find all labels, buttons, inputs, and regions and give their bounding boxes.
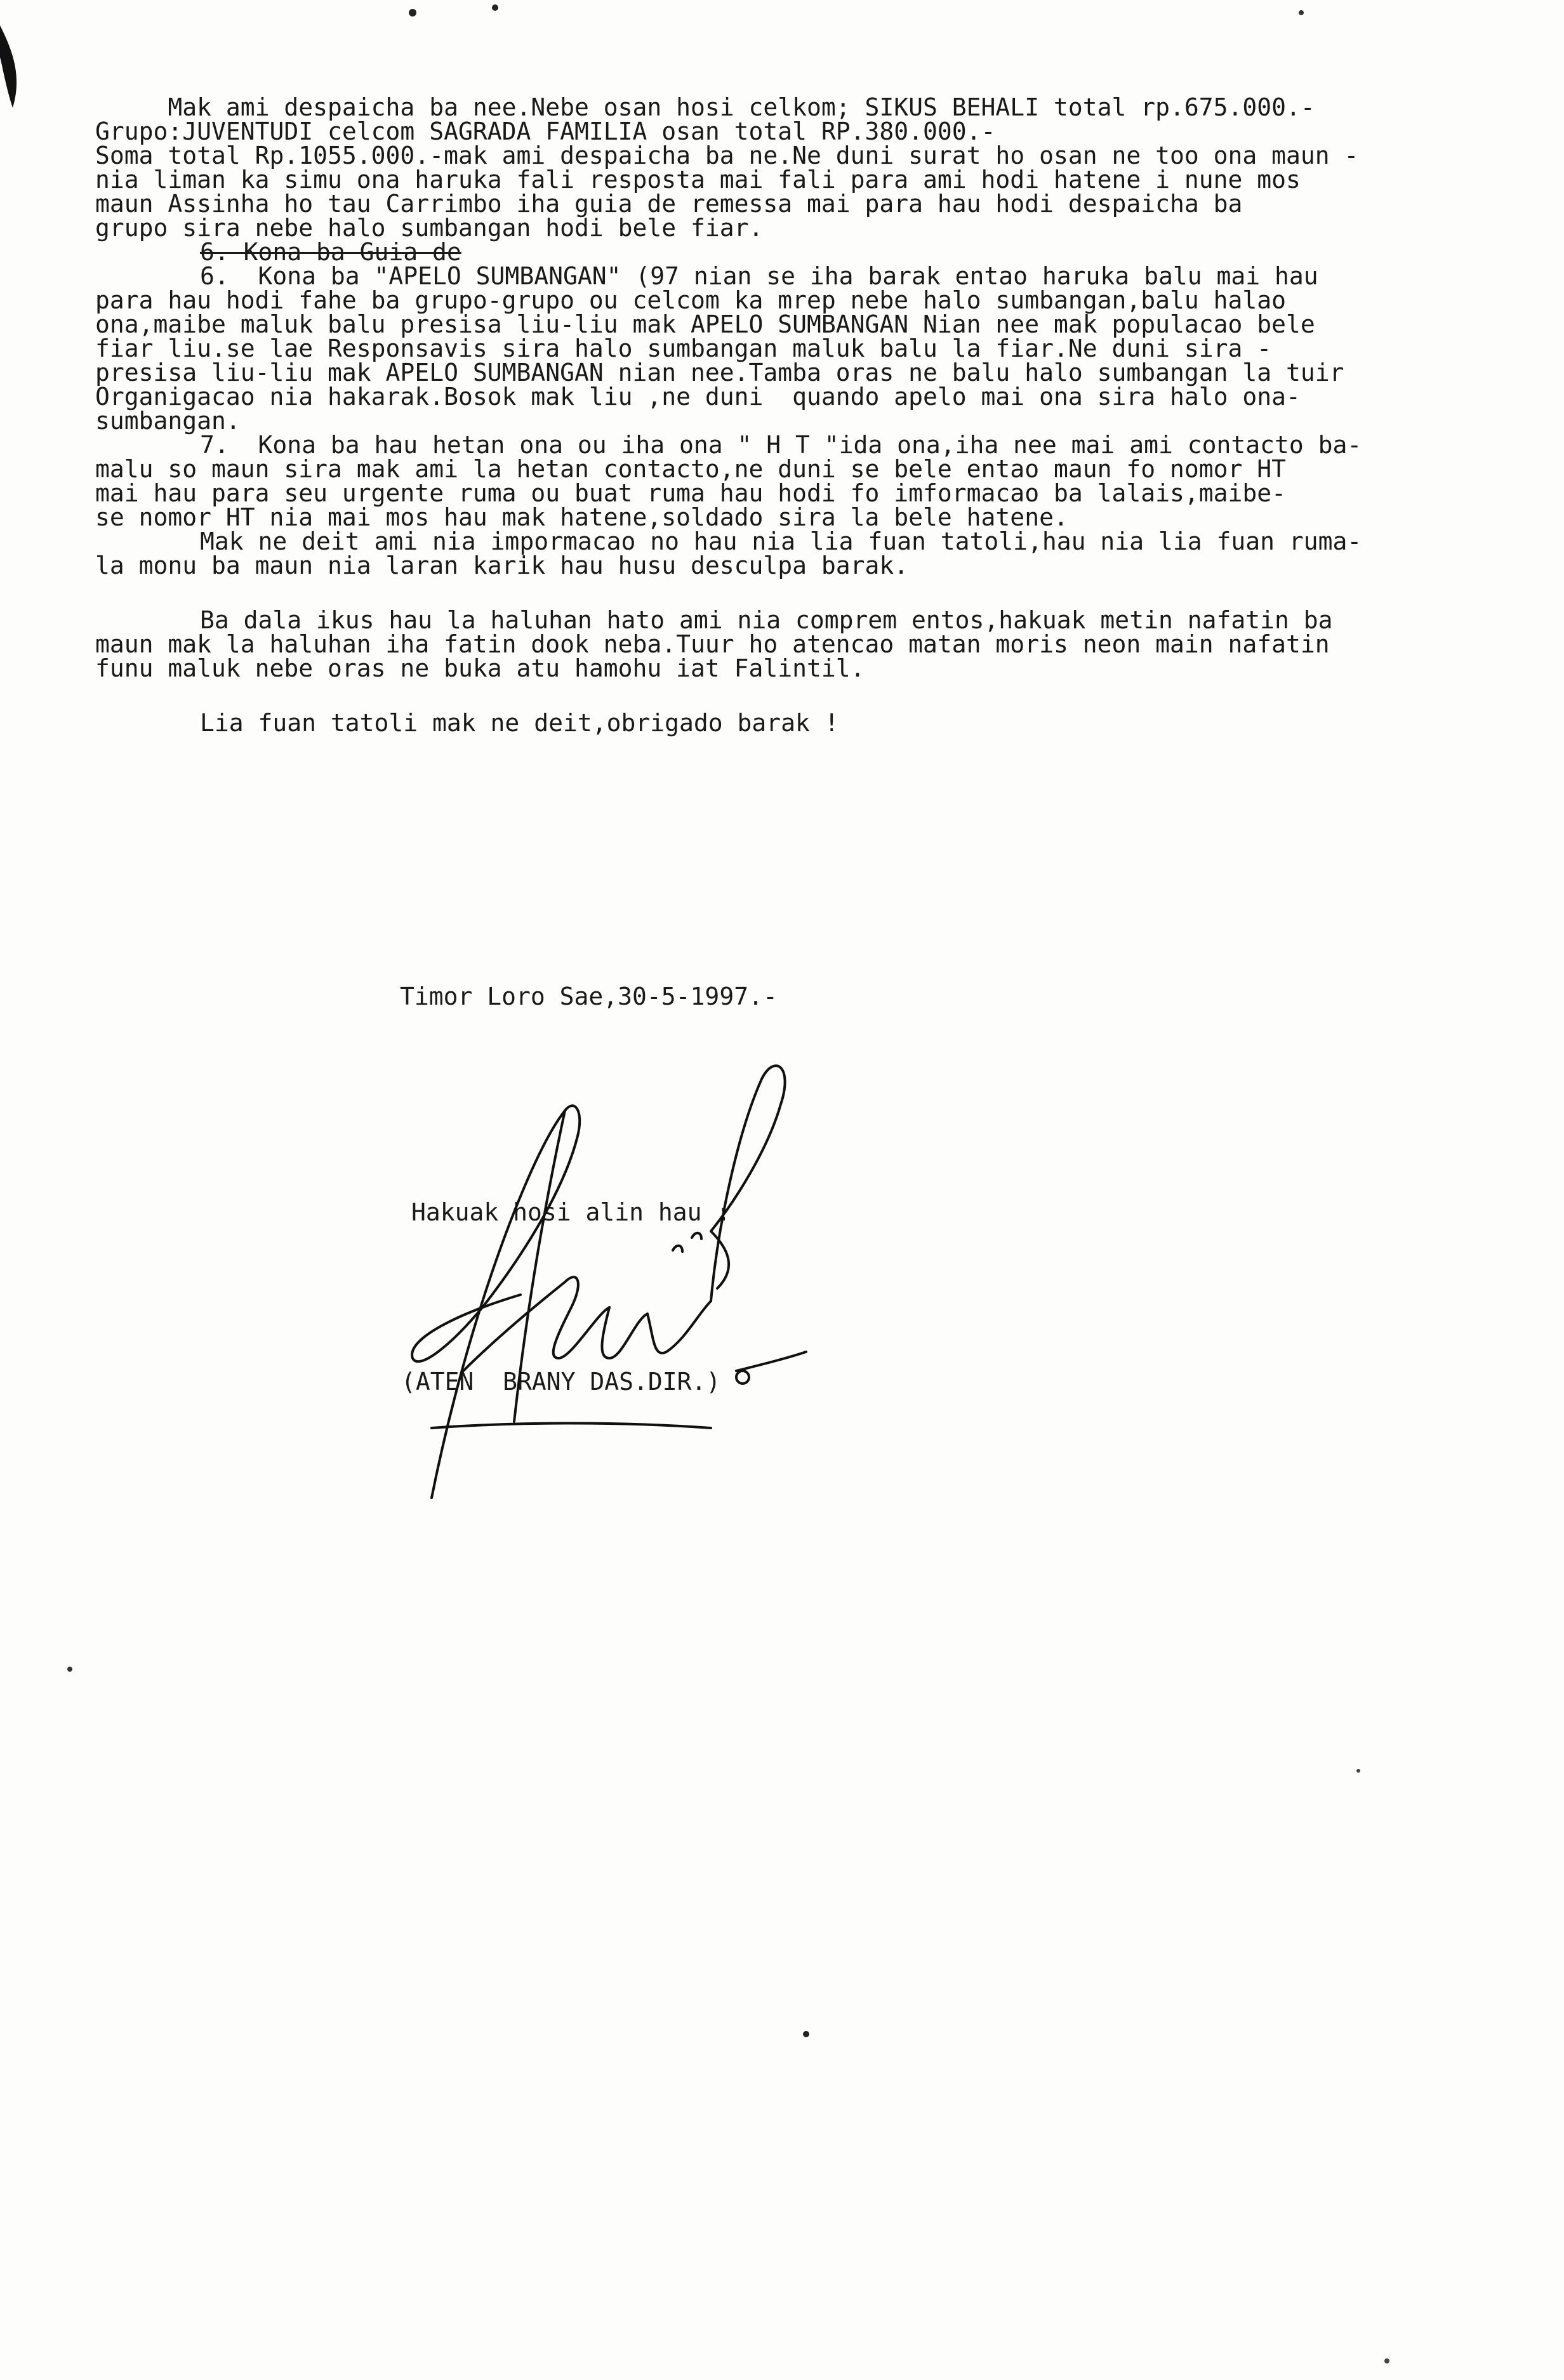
- text-line: 6. Kona ba "APELO SUMBANGAN" (97 nian se iha barak entao haruka balu mai hau: [200, 262, 1318, 290]
- closing-thanks: Lia fuan tatoli mak ne deit,obrigado barak !: [200, 709, 839, 737]
- letter-body: [95, 95, 1479, 735]
- closing-salutation: Hakuak hosi alin hau :: [411, 1198, 731, 1226]
- text-line: la monu ba maun nia laran karik hau husu desculpa barak.: [95, 552, 909, 579]
- text-line: para hau hodi fahe ba grupo-grupo ou celcom ka mrep nebe halo sumbangan,balu halao: [95, 286, 1286, 314]
- text-line: Organigacao nia hakarak.Bosok mak liu ,ne duni quando apelo mai ona sira halo ona-: [95, 383, 1301, 411]
- text-line: Mak ne deit ami nia impormacao no hau nia lia fuan tatoli,hau nia lia fuan ruma-: [200, 527, 1362, 555]
- text-line: Mak ami despaicha ba nee.Nebe osan hosi celkom; SIKUS BEHALI total rp.675.000.-: [95, 93, 1315, 121]
- place-date: Timor Loro Sae,30-5-1997.-: [400, 982, 778, 1010]
- text-line: nia liman ka simu ona haruka fali resposta mai fali para ami hodi hatene i nune mos: [95, 166, 1301, 194]
- text-line: grupo sira nebe halo sumbangan hodi bele fiar.: [95, 214, 764, 242]
- text-line: sumbangan.: [95, 407, 241, 435]
- text-line: maun Assinha ho tau Carrimbo iha guia de remessa mai para hau hodi despaicha ba: [95, 190, 1243, 218]
- text-line: funu maluk nebe oras ne buka atu hamohu iat Falintil.: [95, 654, 865, 682]
- signatory-name: (ATEN BRANY DAS.DIR.): [401, 1368, 721, 1396]
- handwritten-signature: [355, 1041, 812, 1523]
- text-line: ona,maibe maluk balu presisa liu-liu mak APELO SUMBANGAN Nian nee mak populacao bele: [95, 310, 1315, 338]
- text-line: 7. Kona ba hau hetan ona ou iha ona " H T "ida ona,iha nee mai ami contacto ba-: [200, 431, 1362, 459]
- text-line: presisa liu-liu mak APELO SUMBANGAN nian nee.Tamba oras ne balu halo sumbangan la tuir: [95, 359, 1344, 387]
- text-line: maun mak la haluhan iha fatin dook neba.Tuur ho atencao matan moris neon main nafatin: [95, 630, 1330, 658]
- text-line: Soma total Rp.1055.000.-mak ami despaicha ba ne.Ne duni surat ho osan ne too ona maun -: [95, 142, 1359, 169]
- text-line: mai hau para seu urgente ruma ou buat ruma hau hodi fo imformacao ba lalais,maibe-: [95, 479, 1286, 507]
- text-line: fiar liu.se lae Responsavis sira halo sumbangan maluk balu la fiar.Ne duni sira -: [95, 334, 1272, 362]
- text-line: se nomor HT nia mai mos hau mak hatene,soldado sira la bele hatene.: [95, 503, 1068, 531]
- text-line: malu so maun sira mak ami la hetan contacto,ne duni se bele entao maun fo nomor HT: [95, 455, 1286, 483]
- text-line: Ba dala ikus hau la haluhan hato ami nia comprem entos,hakuak metin nafatin ba: [200, 606, 1333, 634]
- text-line: Grupo:JUVENTUDI celcom SAGRADA FAMILIA osan total RP.380.000.-: [95, 117, 996, 145]
- struck-out-heading: 6. Kona ba Guia de: [200, 238, 461, 266]
